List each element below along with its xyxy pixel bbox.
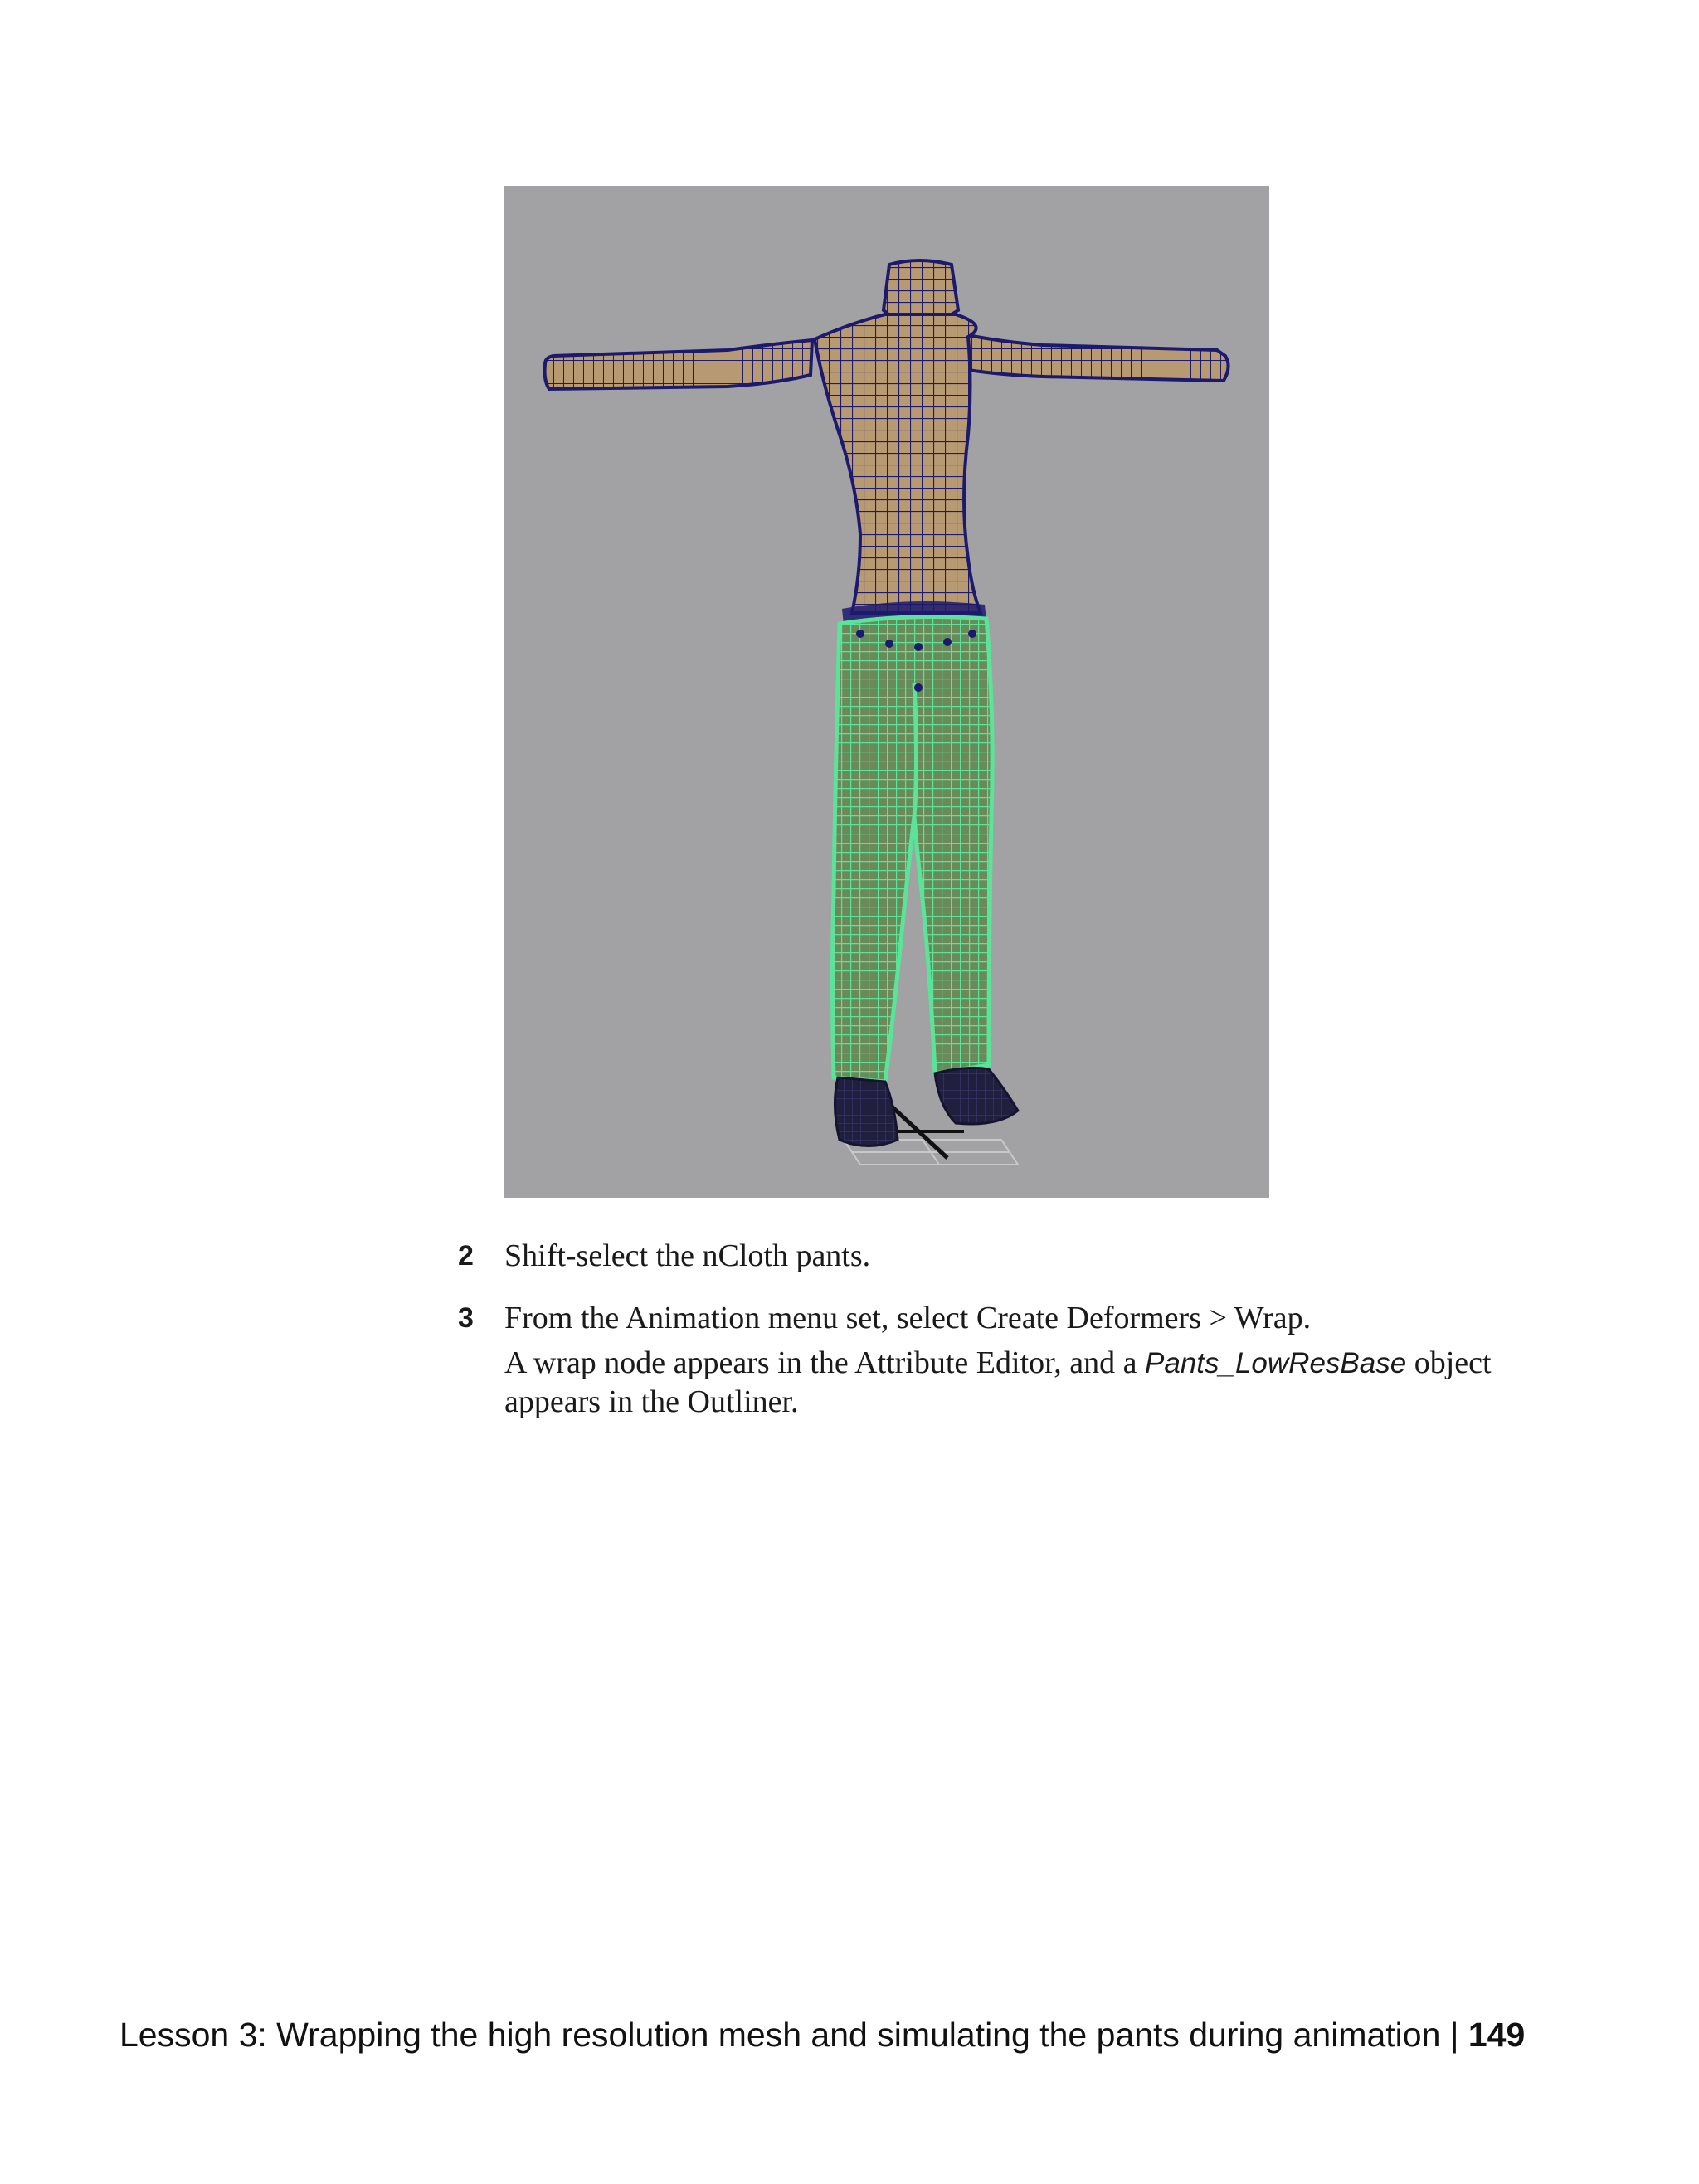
paragraph-text-before: A wrap node appears in the Attribute Editor, and a	[504, 1345, 1145, 1380]
wireframe-figure-illustration	[504, 186, 1269, 1198]
step-number: 2	[458, 1240, 474, 1272]
footer-separator: |	[1449, 2016, 1459, 2054]
footer-lesson-title: Lesson 3: Wrapping the high resolution mesh and simulating the pants during animation	[119, 2016, 1441, 2054]
step-text: From the Animation menu set, select Create Deformers > Wrap.	[504, 1301, 1312, 1335]
page-footer	[119, 2014, 1525, 2055]
step-number: 3	[458, 1302, 474, 1334]
step-text: Shift-select the nCloth pants.	[504, 1238, 871, 1273]
character-mesh-figure	[504, 186, 1269, 1198]
page-number: 149	[1468, 2016, 1526, 2054]
paragraph-text-after: object appears in the Outliner.	[504, 1345, 1492, 1419]
step-3-description	[504, 1344, 1541, 1422]
object-name: Pants_LowResBase	[1145, 1347, 1407, 1379]
